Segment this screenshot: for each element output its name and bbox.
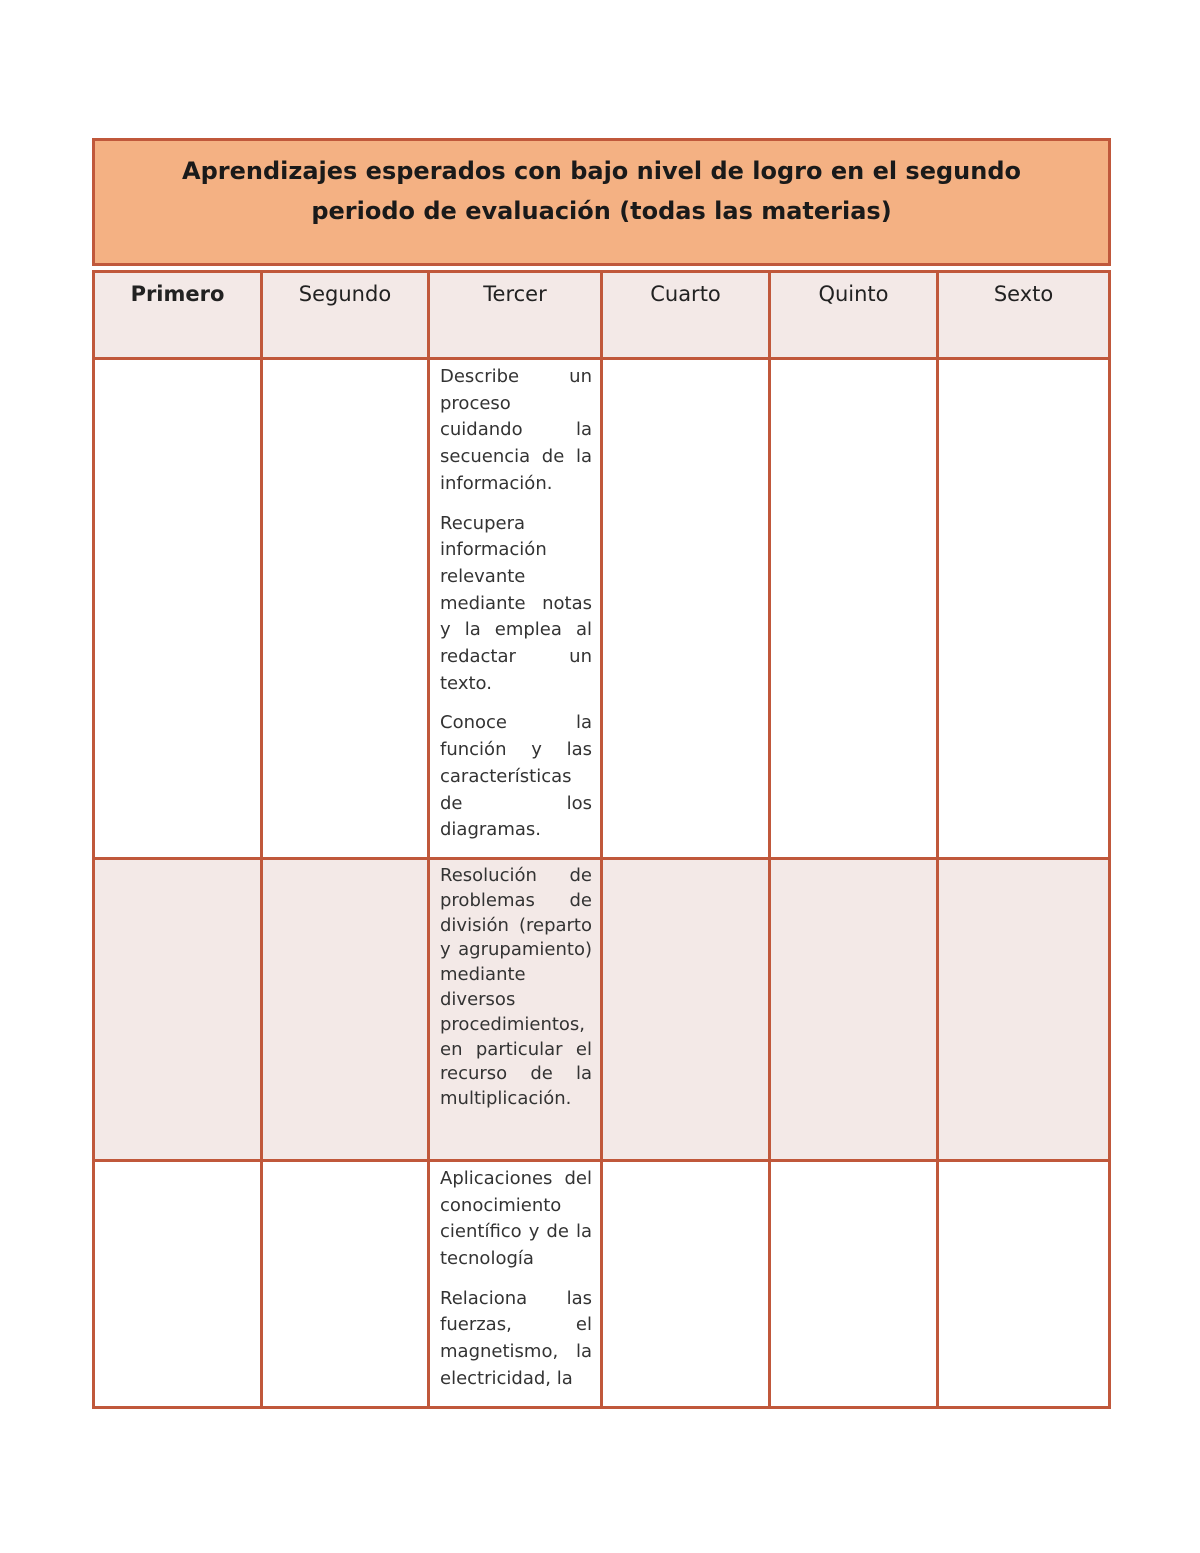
title-row <box>94 140 1110 265</box>
header-label: Quinto <box>818 282 889 306</box>
cell-cuarto <box>602 858 770 1160</box>
header-segundo <box>262 272 429 359</box>
learning-outcome: Aplicaciones del conocimiento científico y de la tecnología <box>440 1167 592 1270</box>
table-title <box>95 141 1108 231</box>
title-line-1: Aprendizajes esperados con bajo nivel de logro en el segundo <box>182 157 1022 185</box>
learning-outcome: Conoce la función y las características de los diagramas. <box>440 712 592 841</box>
cell-quinto <box>770 858 938 1160</box>
header-label: Cuarto <box>650 282 721 306</box>
cell-tercer <box>429 858 602 1160</box>
cell-primero <box>94 359 262 859</box>
table-title-cell <box>94 140 1110 265</box>
cell-sexto <box>938 1160 1110 1407</box>
spacer-row <box>94 265 1110 272</box>
cell-quinto <box>770 359 938 859</box>
spacer-cell <box>94 265 1110 272</box>
cell-cuarto <box>602 1160 770 1407</box>
cell-segundo <box>262 858 429 1160</box>
table-row-science <box>94 1160 1110 1407</box>
cell-tercer <box>429 359 602 859</box>
cell-sexto <box>938 359 1110 859</box>
learning-outcome: Resolución de problemas de división (reparto y agrupamiento) mediante diversos procedimientos, en particular el recurso de la multiplicación. <box>440 864 592 1110</box>
cell-sexto <box>938 858 1110 1160</box>
header-label: Segundo <box>298 282 392 306</box>
table-row-math <box>94 858 1110 1160</box>
learning-outcome: Recupera información relevante mediante notas y la emplea al redactar un texto. <box>440 512 592 694</box>
learning-outcome: Describe un proceso cuidando la secuencia de la información. <box>440 366 592 494</box>
cell-primero <box>94 858 262 1160</box>
header-quinto <box>770 272 938 359</box>
cell-segundo <box>262 1160 429 1407</box>
header-label: Primero <box>130 282 225 306</box>
header-primero <box>94 272 262 359</box>
header-label: Tercer <box>483 282 547 306</box>
cell-tercer <box>429 1160 602 1407</box>
learning-outcomes-table <box>92 138 1111 1409</box>
cell-primero <box>94 1160 262 1407</box>
title-line-2: periodo de evaluación (todas las materias) <box>311 197 892 225</box>
header-sexto <box>938 272 1110 359</box>
cell-segundo <box>262 359 429 859</box>
header-cuarto <box>602 272 770 359</box>
cell-quinto <box>770 1160 938 1407</box>
cell-cuarto <box>602 359 770 859</box>
header-label: Sexto <box>993 282 1054 306</box>
header-tercer <box>429 272 602 359</box>
header-row <box>94 272 1110 359</box>
learning-outcome: Relaciona las fuerzas, el magnetismo, la electricidad, la <box>440 1287 592 1389</box>
table-row-spanish <box>94 359 1110 859</box>
